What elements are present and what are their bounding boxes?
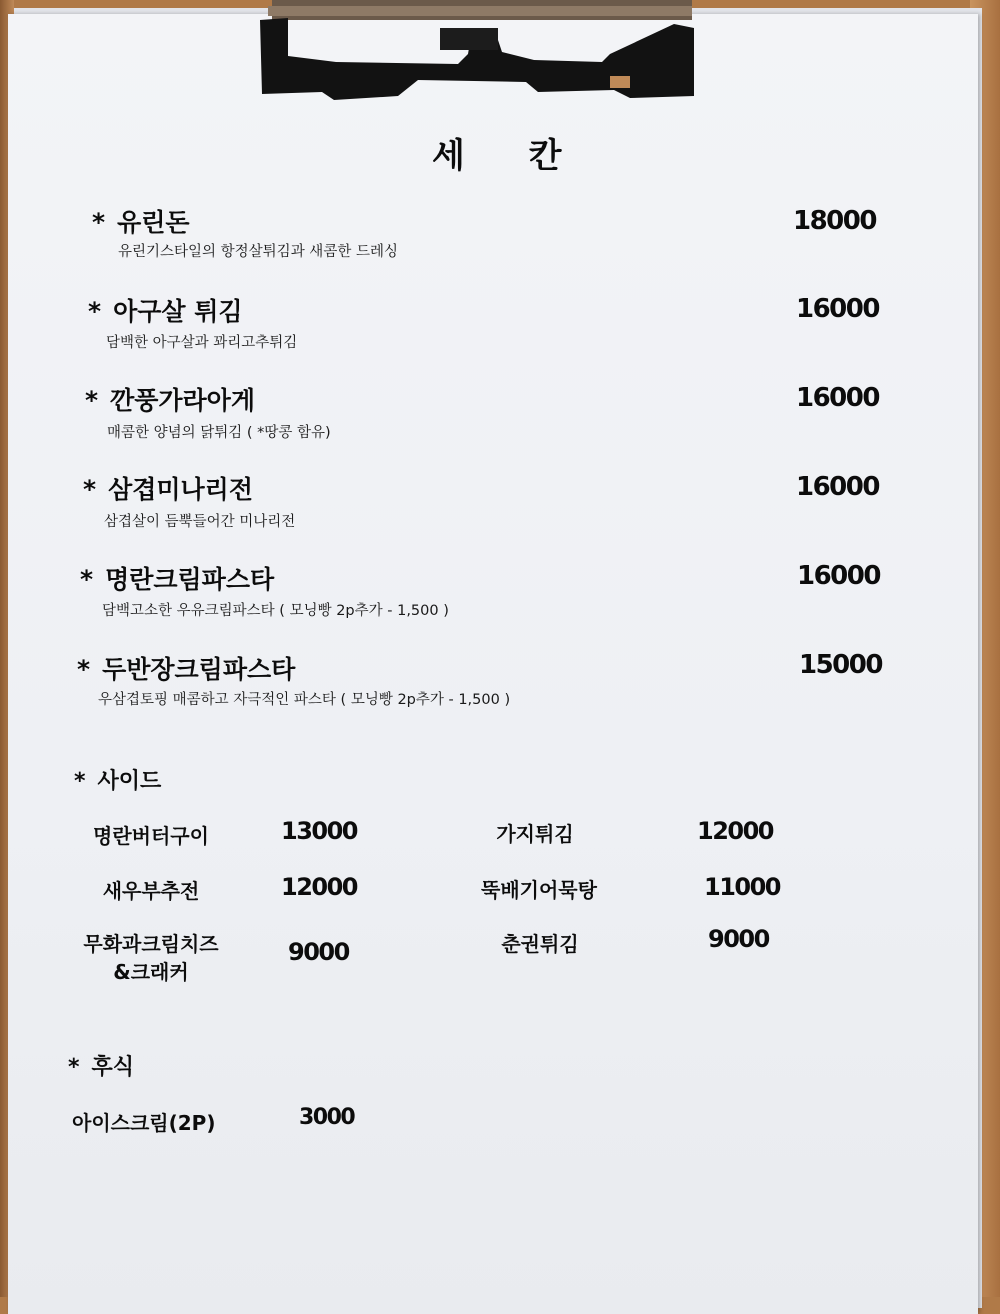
menu-item-price: 18000 [793, 206, 876, 236]
clipboard-clip-icon [258, 0, 698, 100]
section-heading-dessert: * 후식 [68, 1055, 135, 1080]
menu-item-name: * 명란크림파스타 [80, 565, 275, 594]
menu-item-desc: 유린기스타일의 항정살튀김과 새콤한 드레싱 [118, 244, 398, 260]
side-item-name: 명란버터구이 [93, 824, 209, 848]
section-heading-side: * 사이드 [74, 769, 162, 794]
menu-item-desc: 삼겹살이 듬뿍들어간 미나리전 [104, 514, 296, 530]
side-item-price: 12000 [281, 873, 357, 901]
menu-item-name: * 삼겹미나리전 [83, 475, 253, 504]
menu-item-name: * 유린돈 [92, 208, 190, 237]
side-item-price: 11000 [704, 873, 780, 901]
side-item-name: 무화과크림치즈 [83, 932, 219, 956]
menu-item-price: 16000 [797, 561, 880, 591]
menu-item-desc: 우삼겹토핑 매콤하고 자극적인 파스타 ( 모닝빵 2p추가 - 1,500 ) [98, 692, 511, 708]
page-title: 세 칸 [432, 136, 588, 176]
menu-item-desc: 담백고소한 우유크림파스타 ( 모닝빵 2p추가 - 1,500 ) [102, 603, 449, 619]
side-item-price: 12000 [697, 817, 773, 845]
menu-item-desc: 담백한 아구살과 꽈리고추튀김 [106, 335, 298, 351]
menu-item-name: * 두반장크림파스타 [77, 655, 296, 684]
menu-item-desc: 매콤한 양념의 닭튀김 ( *땅콩 함유) [107, 425, 331, 441]
dessert-item-name: 아이스크림(2P) [72, 1111, 216, 1135]
side-item-name-line2: &크래커 [113, 960, 189, 984]
side-item-name: 새우부추전 [102, 879, 200, 903]
side-item-name: 뚝배기어묵탕 [481, 878, 597, 902]
dessert-item-price: 3000 [299, 1105, 355, 1130]
menu-item-name: * 깐풍가라아게 [85, 386, 255, 415]
menu-item-price: 16000 [796, 383, 879, 413]
side-item-name: 가지튀김 [496, 822, 574, 846]
side-item-name: 춘권튀김 [501, 932, 579, 956]
side-item-price: 13000 [281, 817, 357, 845]
side-item-price: 9000 [288, 938, 349, 966]
menu-item-price: 16000 [796, 294, 879, 324]
menu-item-price: 15000 [799, 650, 882, 680]
side-item-price: 9000 [708, 925, 769, 953]
menu-item-price: 16000 [796, 472, 879, 502]
menu-item-name: * 아구살 튀김 [88, 297, 243, 326]
